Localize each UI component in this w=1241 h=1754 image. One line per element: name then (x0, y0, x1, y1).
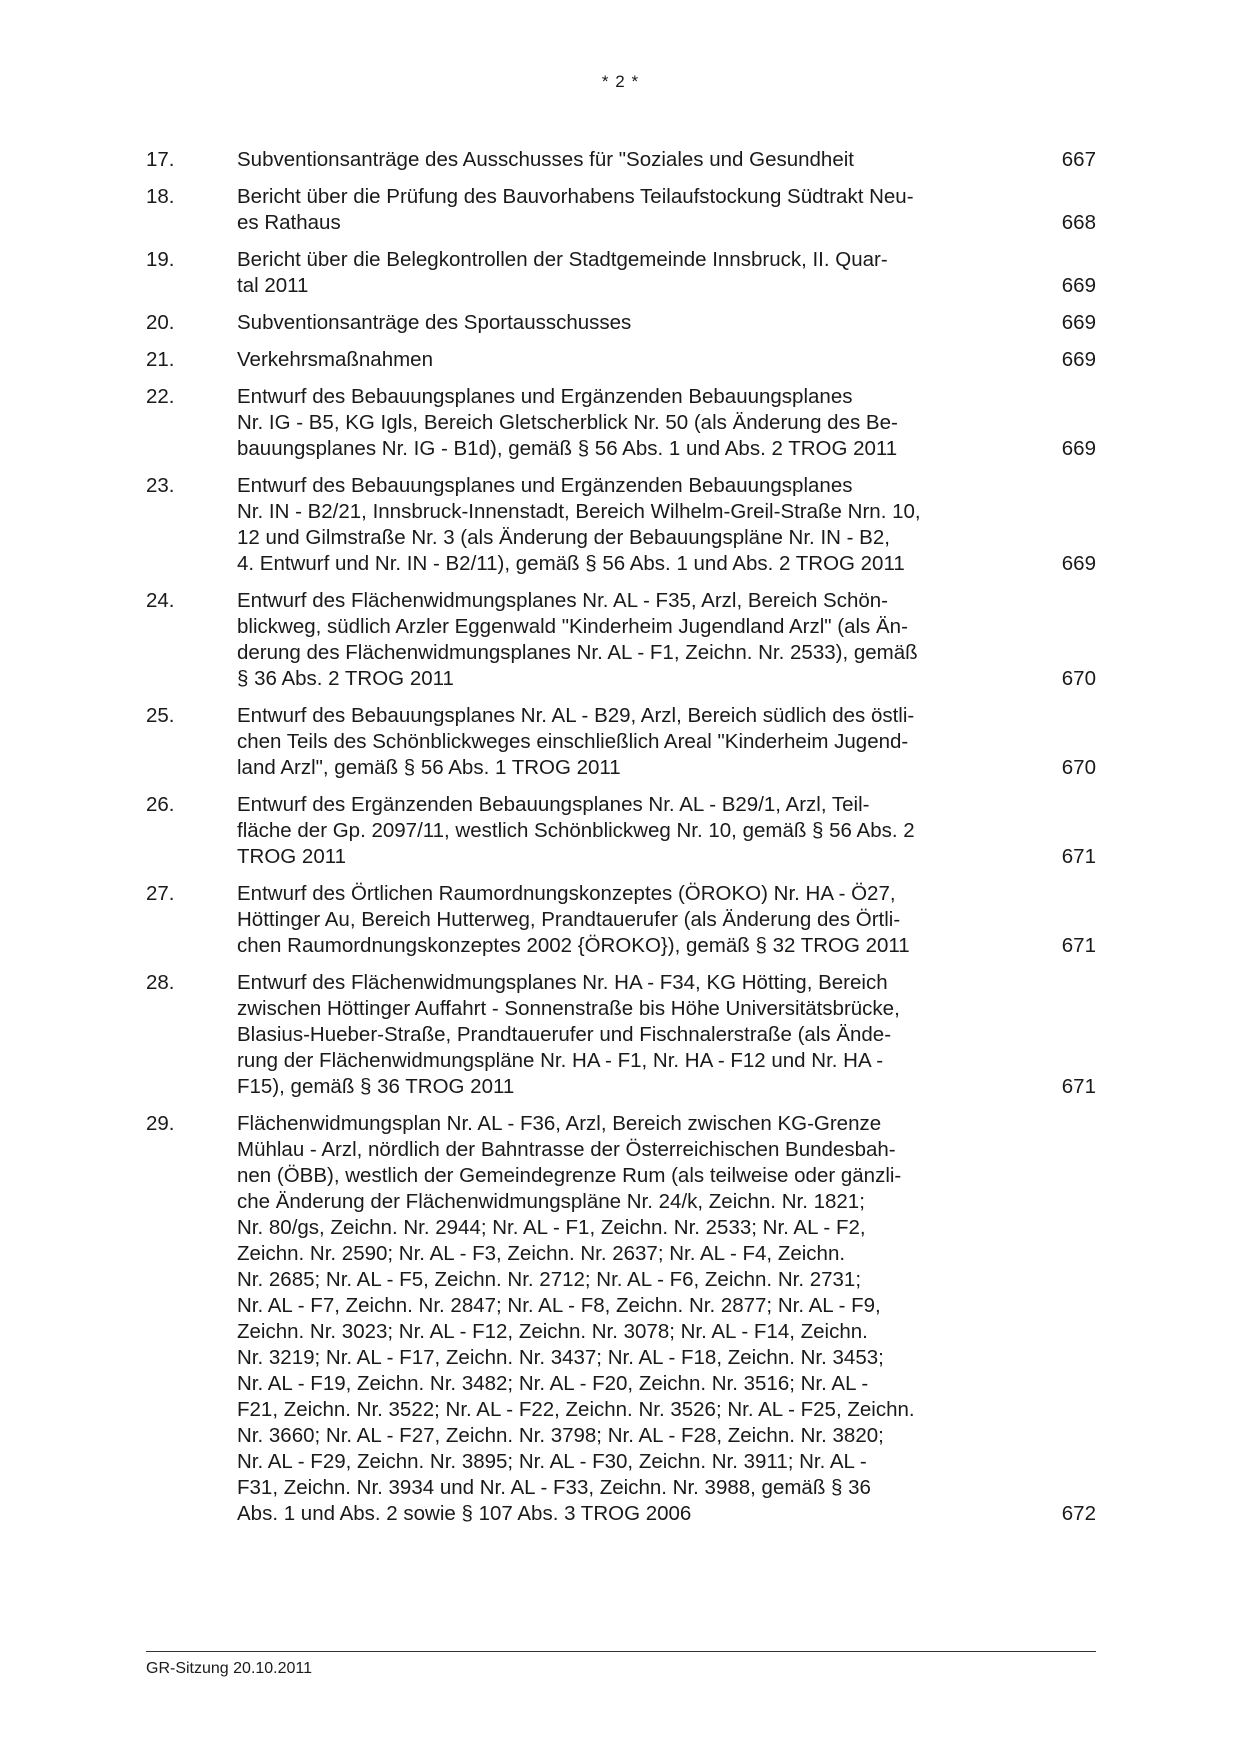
toc-entry-title: Subventionsanträge des Sportausschusses (237, 311, 632, 334)
toc-entry-number: 28. (146, 971, 175, 994)
footer-session-label: GR-Sitzung 20.10.2011 (146, 1660, 313, 1677)
toc-entry-number: 29. (146, 1112, 175, 1135)
toc-entry-title: Entwurf des Örtlichen Raumordnungskonzeptes (ÖROKO) Nr. HA - Ö27, Höttinger Au, Bereich Hutterweg, Prandtauerufer (als Änderung des Örtli- chen Raumordnungskonzeptes 2002 {ÖROKO}), gemäß § 32 TROG 2011 (237, 882, 910, 957)
toc-entry-page: 669 (1061, 437, 1096, 460)
page-number: * 2 * (601, 72, 640, 91)
toc-entry (146, 147, 1096, 173)
toc-entry-page: 669 (1061, 552, 1096, 575)
toc-entry-page: 670 (1061, 667, 1096, 690)
toc-entry (146, 310, 1096, 336)
toc-entry-title: Entwurf des Bebauungsplanes und Ergänzenden Bebauungsplanes Nr. IG - B5, KG Igls, Bereich Gletscherblick Nr. 50 (als Änderung des Be- bauungsplanes Nr. IG - B1d), gemäß § 56 Abs. 1 und Abs. 2 TROG 2011 (237, 385, 898, 460)
toc-entry (146, 588, 1096, 692)
toc-entry-page: 670 (1061, 756, 1096, 779)
toc-entry-title: Entwurf des Bebauungsplanes Nr. AL - B29, Arzl, Bereich südlich des östli- chen Teils des Schönblickweges einschließlich Areal "Kinderheim Jugend- land Arzl", gemäß § 56 Abs. 1 TROG 2011 (237, 704, 915, 779)
toc-entry-number: 20. (146, 311, 175, 334)
toc-entry-number: 25. (146, 704, 175, 727)
toc-entry-number: 17. (146, 148, 175, 171)
toc-entry-title: Bericht über die Prüfung des Bauvorhabens Teilaufstockung Südtrakt Neu- es Rathaus (237, 185, 914, 234)
toc-entry-page: 671 (1061, 1075, 1096, 1098)
toc-entry (146, 881, 1096, 959)
toc-entry (146, 703, 1096, 781)
footer-divider (146, 1651, 1096, 1652)
toc-entry-page: 669 (1061, 348, 1096, 371)
toc-entry-page: 667 (1061, 148, 1096, 171)
toc-entry (146, 1111, 1096, 1527)
toc-entry-page: 671 (1061, 845, 1096, 868)
toc-entry-title: Flächenwidmungsplan Nr. AL - F36, Arzl, Bereich zwischen KG-Grenze Mühlau - Arzl, nördlich der Bahntrasse der Österreichischen Bundesbah- nen (ÖBB), westlich der Gemeindegrenze Rum (als teilweise oder gänzli- che Änderung der Flächenwidmungspläne Nr. 24/k, Zeichn. Nr. 1821; Nr. 80/gs, Zeichn. Nr. 2944; Nr. AL - F1, Zeichn. Nr. 2533; Nr. AL - F2, Zeichn. Nr. 2590; Nr. AL - F3, Zeichn. Nr. 2637; Nr. AL - F4, Zeichn. Nr. 2685; Nr. AL - F5, Zeichn. Nr. 2712; Nr. AL - F6, Zeichn. Nr. 2731; Nr. AL - F7, Zeichn. Nr. 2847; Nr. AL - F8, Zeichn. Nr. 2877; Nr. AL - F9, Zeichn. Nr. 3023; Nr. AL - F12, Zeichn. Nr. 3078; Nr. AL - F14, Zeichn. Nr. 3219; Nr. AL - F17, Zeichn. Nr. 3437; Nr. AL - F18, Zeichn. Nr. 3453; Nr. AL - F19, Zeichn. Nr. 3482; Nr. AL - F20, Zeichn. Nr. 3516; Nr. AL - F21, Zeichn. Nr. 3522; Nr. AL - F22, Zeichn. Nr. 3526; Nr. AL - F25, Zeichn. Nr. 3660; Nr. AL - F27, Zeichn. Nr. 3798; Nr. AL - F28, Zeichn. Nr. 3820; Nr. AL - F29, Zeichn. Nr. 3895; Nr. AL - F30, Zeichn. Nr. 3911; Nr. AL - F31, Zeichn. Nr. 3934 und Nr. AL - F33, Zeichn. Nr. 3988, gemäß § 36 Abs. 1 und Abs. 2 sowie § 107 Abs. 3 TROG 2006 (237, 1112, 915, 1525)
toc-entry-number: 22. (146, 385, 175, 408)
toc-entry (146, 792, 1096, 870)
toc-entry-number: 27. (146, 882, 175, 905)
toc-entry (146, 247, 1096, 299)
table-of-contents (146, 147, 1096, 1538)
toc-entry (146, 970, 1096, 1100)
toc-entry-page: 668 (1061, 211, 1096, 234)
toc-entry-number: 23. (146, 474, 175, 497)
toc-entry-title: Verkehrsmaßnahmen (237, 348, 433, 371)
toc-entry-title: Entwurf des Flächenwidmungsplanes Nr. HA - F34, KG Hötting, Bereich zwischen Höttinger Auffahrt - Sonnenstraße bis Höhe Universitätsbrücke, Blasius-Hueber-Straße, Prandtauerufer und Fischnalerstraße (als Ände- rung der Flächenwidmungspläne Nr. HA - F1, Nr. HA - F12 und Nr. HA - F15), gemäß § 36 TROG 2011 (237, 971, 900, 1098)
toc-entry (146, 384, 1096, 462)
toc-entry (146, 473, 1096, 577)
toc-entry-page: 672 (1061, 1502, 1096, 1525)
toc-entry-page: 671 (1061, 934, 1096, 957)
toc-entry-number: 21. (146, 348, 175, 371)
toc-entry (146, 184, 1096, 236)
toc-entry (146, 347, 1096, 373)
toc-entry-title: Entwurf des Bebauungsplanes und Ergänzenden Bebauungsplanes Nr. IN - B2/21, Innsbruck-Innenstadt, Bereich Wilhelm-Greil-Straße Nrn. 10, 12 und Gilmstraße Nr. 3 (als Änderung der Bebauungspläne Nr. IN - B2, 4. Entwurf und Nr. IN - B2/11), gemäß § 56 Abs. 1 und Abs. 2 TROG 2011 (237, 474, 921, 575)
toc-entry-number: 26. (146, 793, 175, 816)
toc-entry-number: 24. (146, 589, 175, 612)
toc-entry-title: Entwurf des Ergänzenden Bebauungsplanes Nr. AL - B29/1, Arzl, Teil- fläche der Gp. 2097/11, westlich Schönblickweg Nr. 10, gemäß § 56 Abs. 2 TROG 2011 (237, 793, 915, 868)
toc-entry-page: 669 (1061, 311, 1096, 334)
toc-entry-title: Entwurf des Flächenwidmungsplanes Nr. AL - F35, Arzl, Bereich Schön- blickweg, südlich Arzler Eggenwald "Kinderheim Jugendland Arzl" (als Än- derung des Flächenwidmungsplanes Nr. AL - F1, Zeichn. Nr. 2533), gemäß § 36 Abs. 2 TROG 2011 (237, 589, 918, 690)
toc-entry-title: Bericht über die Belegkontrollen der Stadtgemeinde Innsbruck, II. Quar- tal 2011 (237, 248, 888, 297)
toc-entry-page: 669 (1061, 274, 1096, 297)
toc-entry-number: 18. (146, 185, 175, 208)
toc-entry-title: Subventionsanträge des Ausschusses für "Soziales und Gesundheit (237, 148, 854, 171)
toc-entry-number: 19. (146, 248, 175, 271)
